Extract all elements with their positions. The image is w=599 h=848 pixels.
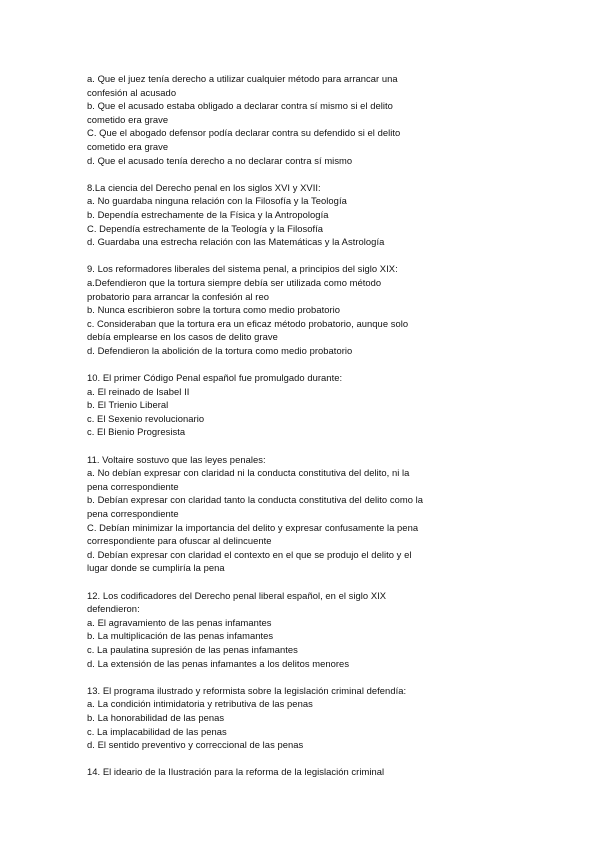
- text-line: b. Que el acusado estaba obligado a declarar contra sí mismo si el delito: [87, 100, 393, 112]
- text-line: 14. El ideario de la Ilustración para la reforma de la legislación criminal: [87, 766, 385, 778]
- text-line: d. Debían expresar con claridad el contexto en el que se produjo el delito y el: [87, 548, 412, 560]
- text-line: C. Debían minimizar la importancia del delito y expresar confusamente la pena: [87, 521, 419, 533]
- question-block: [87, 262, 487, 357]
- text-line: a. Que el juez tenía derecho a utilizar cualquier método para arrancar una: [87, 73, 398, 84]
- text-line: d. Guardaba una estrecha relación con las Matemáticas y la Astrología: [87, 236, 385, 248]
- text-line: defendieron:: [87, 603, 140, 615]
- text-line: b. Debían expresar con claridad tanto la conducta constitutiva del delito como la: [87, 494, 424, 506]
- text-line: a. La condición intimidatoria y retributiva de las penas: [87, 698, 313, 710]
- text-line: lugar donde se cumpliría la pena: [87, 562, 225, 574]
- question-block: [87, 765, 487, 779]
- text-line: 11. Voltaire sostuvo que las leyes penales:: [87, 453, 266, 465]
- text-line: 10. El primer Código Penal español fue promulgado durante:: [87, 372, 343, 384]
- answer-options-block: [87, 72, 487, 167]
- question-block: [87, 684, 487, 752]
- text-line: a. No debían expresar con claridad ni la conducta constitutiva del delito, ni la: [87, 467, 410, 479]
- text-line: b. La multiplicación de las penas infamantes: [87, 630, 274, 642]
- text-line: a. El reinado de Isabel II: [87, 385, 190, 397]
- text-line: b. La honorabilidad de las penas: [87, 711, 225, 723]
- question-block: [87, 589, 487, 671]
- text-line: c. Consideraban que la tortura era un eficaz método probatorio, aunque solo: [87, 317, 409, 329]
- text-line: pena correspondiente: [87, 480, 179, 492]
- text-line: 12. Los codificadores del Derecho penal liberal español, en el siglo XIX: [87, 589, 387, 601]
- text-line: d. Que el acusado tenía derecho a no declarar contra sí mismo: [87, 154, 353, 166]
- text-line: probatorio para arrancar la confesión al reo: [87, 290, 269, 302]
- text-line: C. Dependía estrechamente de la Teología y la Filosofía: [87, 222, 324, 234]
- text-line: debía emplearse en los casos de delito grave: [87, 331, 278, 343]
- text-line: d. Defendieron la abolición de la tortura como medio probatorio: [87, 344, 353, 356]
- text-line: b. Nunca escribieron sobre la tortura como medio probatorio: [87, 304, 341, 316]
- text-line: 13. El programa ilustrado y reformista sobre la legislación criminal defendía:: [87, 684, 407, 696]
- text-line: confesión al acusado: [87, 86, 177, 98]
- text-line: a. El agravamiento de las penas infamantes: [87, 616, 272, 628]
- text-line: b. Dependía estrechamente de la Física y la Antropología: [87, 208, 329, 220]
- text-line: d. El sentido preventivo y correccional de las penas: [87, 739, 304, 751]
- text-line: cometido era grave: [87, 113, 169, 125]
- question-block: [87, 181, 487, 249]
- question-block: [87, 453, 487, 575]
- text-line: correspondiente para ofuscar al delincuente: [87, 535, 272, 547]
- text-line: b. El Trienio Liberal: [87, 399, 169, 411]
- text-line: pena correspondiente: [87, 508, 179, 519]
- text-line: 8.La ciencia del Derecho penal en los siglos XVI y XVII:: [87, 181, 321, 193]
- text-line: c. La paulatina supresión de las penas infamantes: [87, 643, 298, 655]
- text-line: c. La implacabilidad de las penas: [87, 725, 227, 737]
- text-line: c. El Bienio Progresista: [87, 426, 186, 438]
- text-line: a.Defendieron que la tortura siempre debía ser utilizada como método: [87, 276, 382, 288]
- exam-questions: [87, 72, 487, 792]
- question-block: [87, 371, 487, 439]
- text-line: C. Que el abogado defensor podía declarar contra su defendido si el delito: [87, 127, 401, 139]
- text-line: a. No guardaba ninguna relación con la Filosofía y la Teología: [87, 195, 347, 207]
- text-line: c. El Sexenio revolucionario: [87, 412, 205, 424]
- text-line: cometido era grave: [87, 140, 169, 152]
- text-line: 9. Los reformadores liberales del sistema penal, a principios del siglo XIX:: [87, 263, 398, 275]
- text-line: d. La extensión de las penas infamantes a los delitos menores: [87, 657, 350, 669]
